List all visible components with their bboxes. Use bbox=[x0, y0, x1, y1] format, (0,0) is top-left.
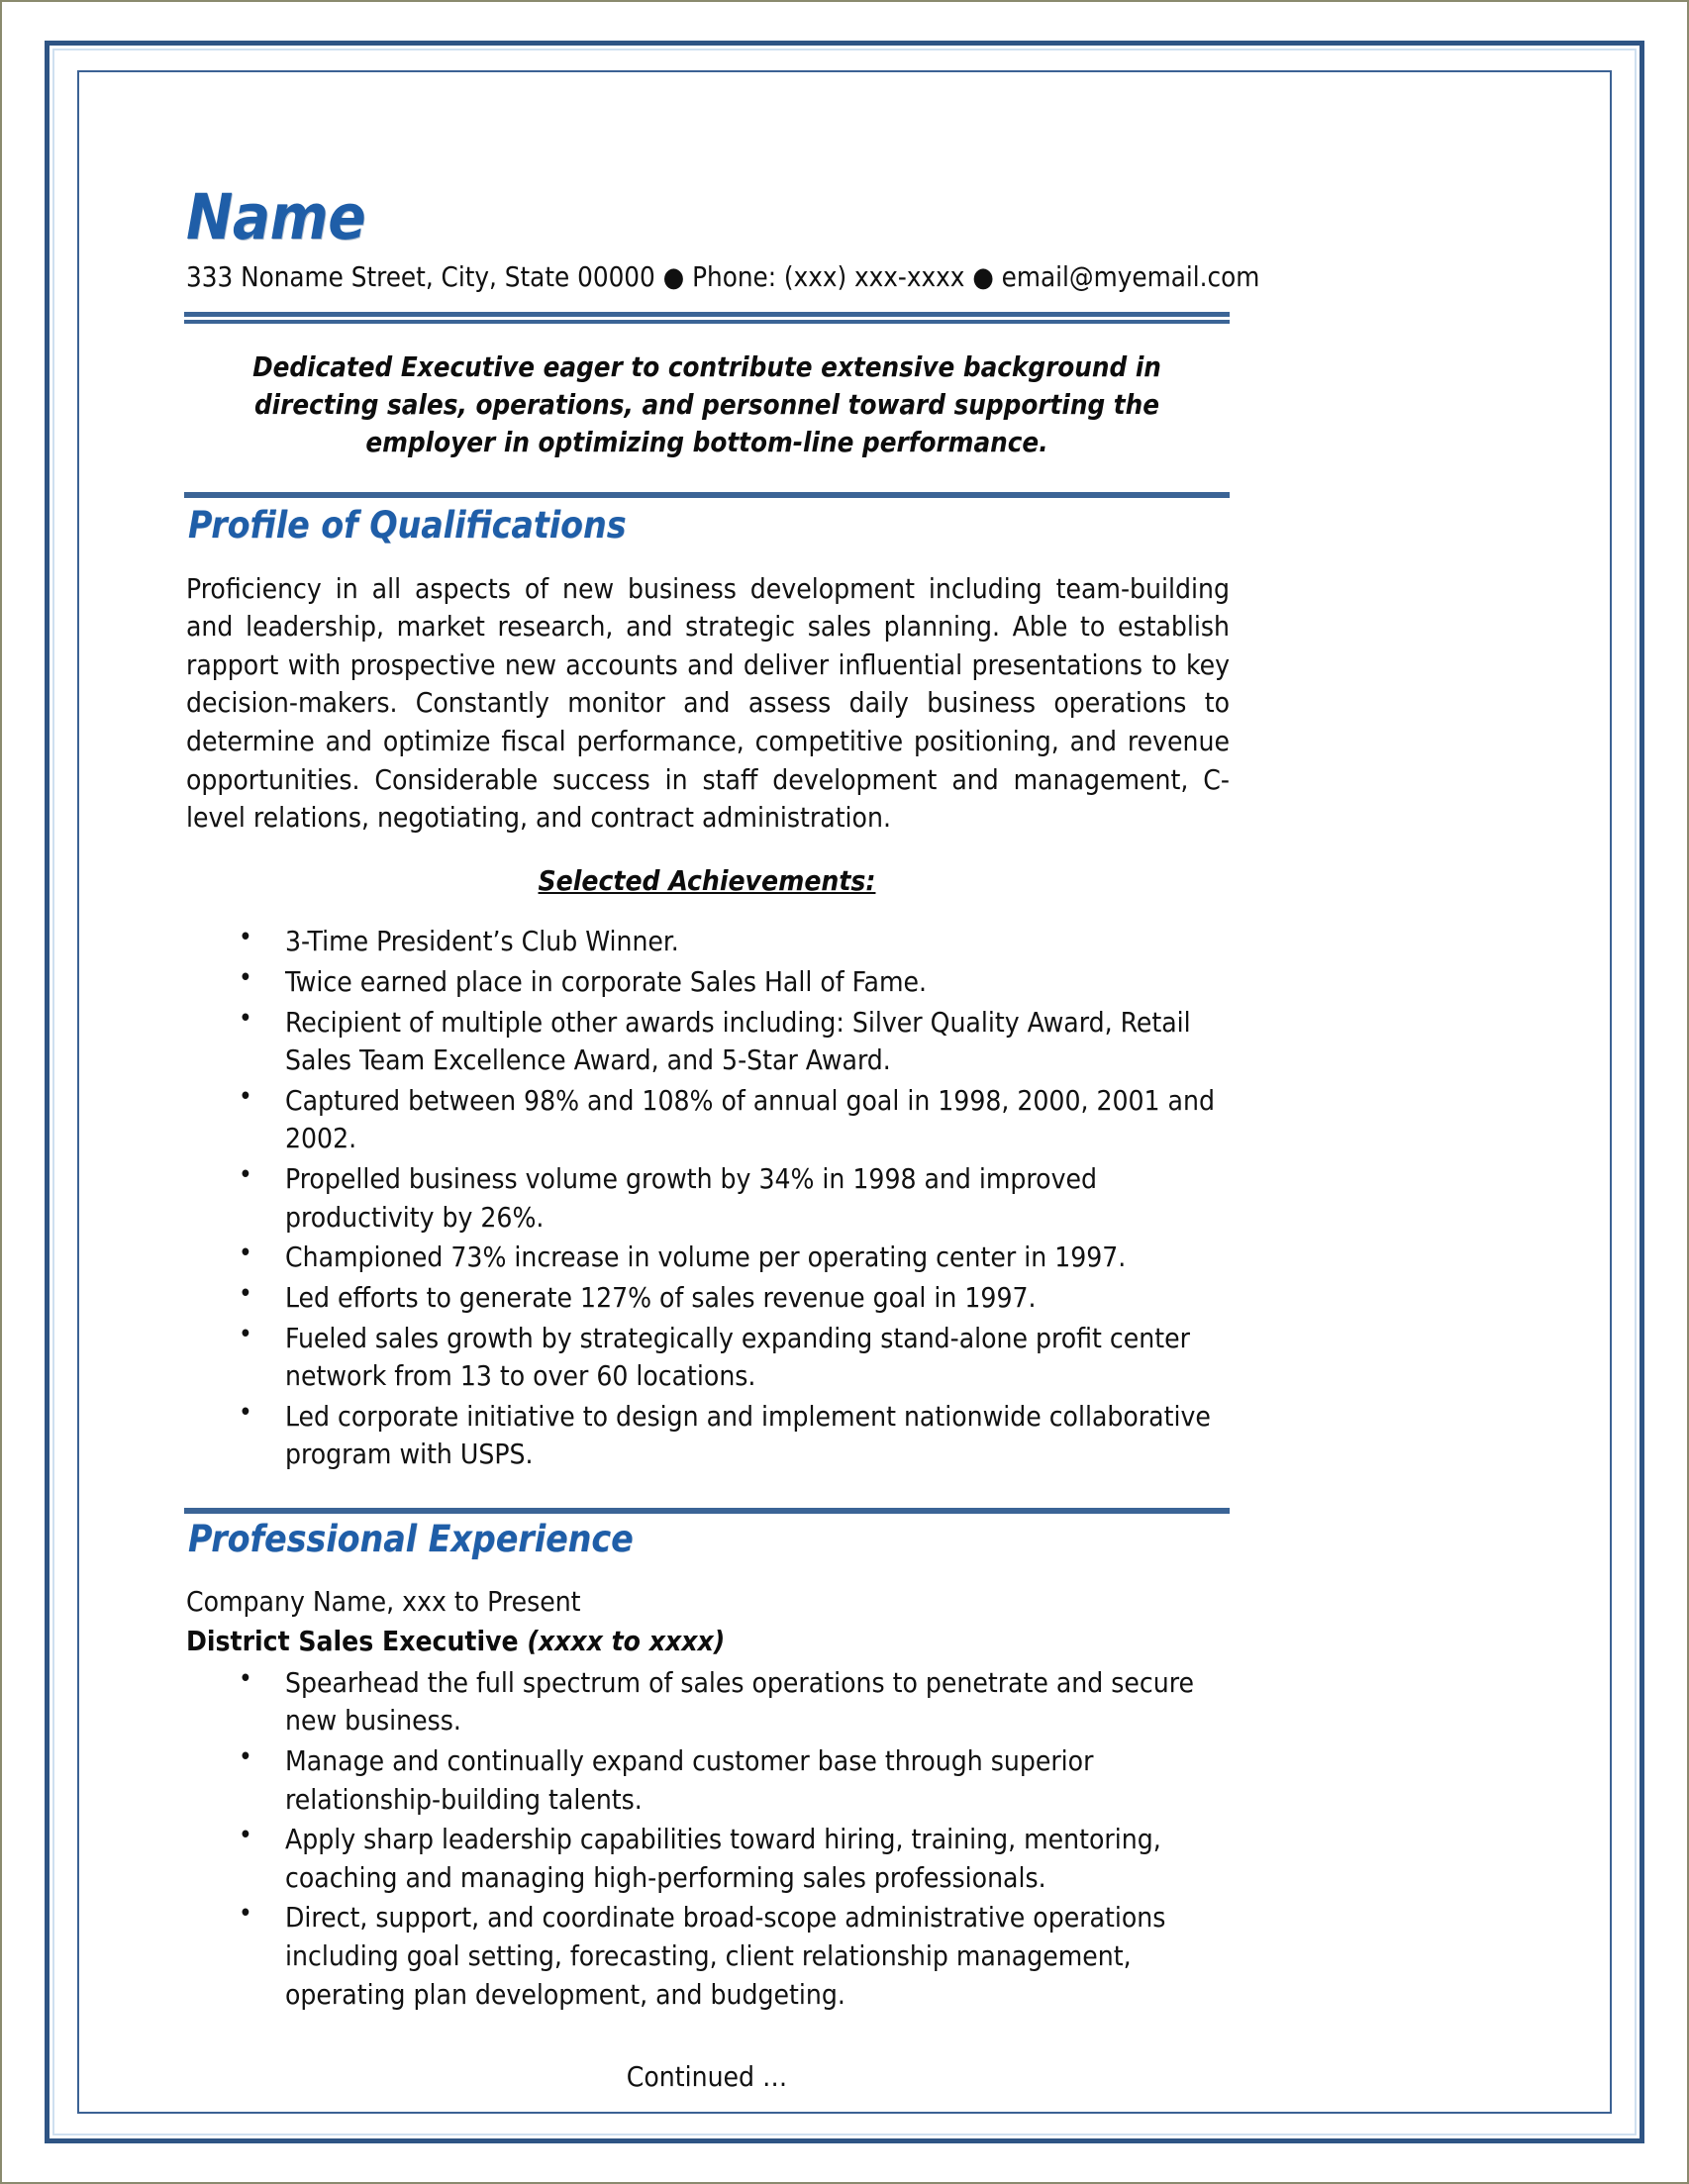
section-heading-profile: Profile of Qualifications bbox=[188, 504, 627, 547]
list-item: • Recipient of multiple other awards including: Silver Quality Award, Retail Sales Team Excellence Award, and 5-Star Award. bbox=[184, 1004, 1230, 1080]
list-item: • 3-Time President’s Club Winner. bbox=[184, 923, 1230, 961]
list-item: • Direct, support, and coordinate broad-scope administrative operations including goal setting, forecasting, client relationship management, operating plan development, and budgeting. bbox=[184, 1899, 1230, 2014]
list-item: • Led efforts to generate 127% of sales revenue goal in 1997. bbox=[184, 1279, 1230, 1318]
profile-paragraph: Proficiency in all aspects of new business development including team-building and leadership, market research, and strategic sales planning. Able to establish rapport with prospective new accounts and deliver influential presentations to key decision-makers. Constantly monitor and assess daily business operations to determine and optimize fiscal performance, competitive positioning, and revenue opportunities. Considerable success in staff development and management, C-level relations, negotiating, and contract administration. bbox=[186, 571, 1230, 835]
job-bullets-list bbox=[184, 1664, 1230, 2015]
profile-section-rule bbox=[184, 492, 1230, 498]
experience-section bbox=[184, 1508, 1230, 2014]
list-item: • Apply sharp leadership capabilities toward hiring, training, mentoring, coaching and managing high-performing sales professionals. bbox=[184, 1821, 1230, 1897]
list-item: • Led corporate initiative to design and implement nationwide collaborative program with USPS. bbox=[184, 1398, 1230, 1474]
list-item: • Fueled sales growth by strategically expanding stand-alone profit center network from 13 to over 60 locations. bbox=[184, 1320, 1230, 1396]
achievements-list bbox=[184, 923, 1230, 1474]
section-heading-experience: Professional Experience bbox=[188, 1518, 634, 1561]
list-item: • Championed 73% increase in volume per operating center in 1997. bbox=[184, 1239, 1230, 1277]
job-title-text: District Sales Executive bbox=[186, 1625, 528, 1658]
continued-footer: Continued … bbox=[626, 2060, 788, 2094]
selected-achievements-heading: Selected Achievements: bbox=[538, 863, 876, 897]
page-title: Name bbox=[186, 181, 366, 253]
page-inner-border bbox=[77, 70, 1612, 2114]
achievements-list-wrap bbox=[184, 923, 1230, 1474]
list-item: • Manage and continually expand customer base through superior relationship-building talents. bbox=[184, 1742, 1230, 1819]
list-item: • Propelled business volume growth by 34% in 1998 and improved productivity by 26%. bbox=[184, 1160, 1230, 1237]
list-item: • Captured between 98% and 108% of annual goal in 1998, 2000, 2001 and 2002. bbox=[184, 1082, 1230, 1158]
list-item: • Twice earned place in corporate Sales Hall of Fame. bbox=[184, 963, 1230, 1002]
job-dates: (xxxx to xxxx) bbox=[527, 1625, 726, 1658]
job-company-line: Company Name, xxx to Present bbox=[186, 1585, 581, 1619]
page-outer-border bbox=[45, 41, 1644, 2143]
header-divider bbox=[184, 312, 1230, 324]
contact-line: 333 Noname Street, City, State 00000 ● Phone: (xxx) xxx-xxxx ● email@myemail.com bbox=[186, 261, 1260, 293]
experience-section-rule bbox=[184, 1508, 1230, 1514]
resume-content bbox=[184, 181, 1260, 2096]
job-title-line bbox=[186, 1623, 1230, 1661]
list-item: • Spearhead the full spectrum of sales operations to penetrate and secure new business. bbox=[184, 1664, 1230, 1740]
objective-statement: Dedicated Executive eager to contribute extensive background in directing sales, operations, and personnel toward supporting the employer in optimizing bottom-line performance. bbox=[252, 351, 1161, 459]
